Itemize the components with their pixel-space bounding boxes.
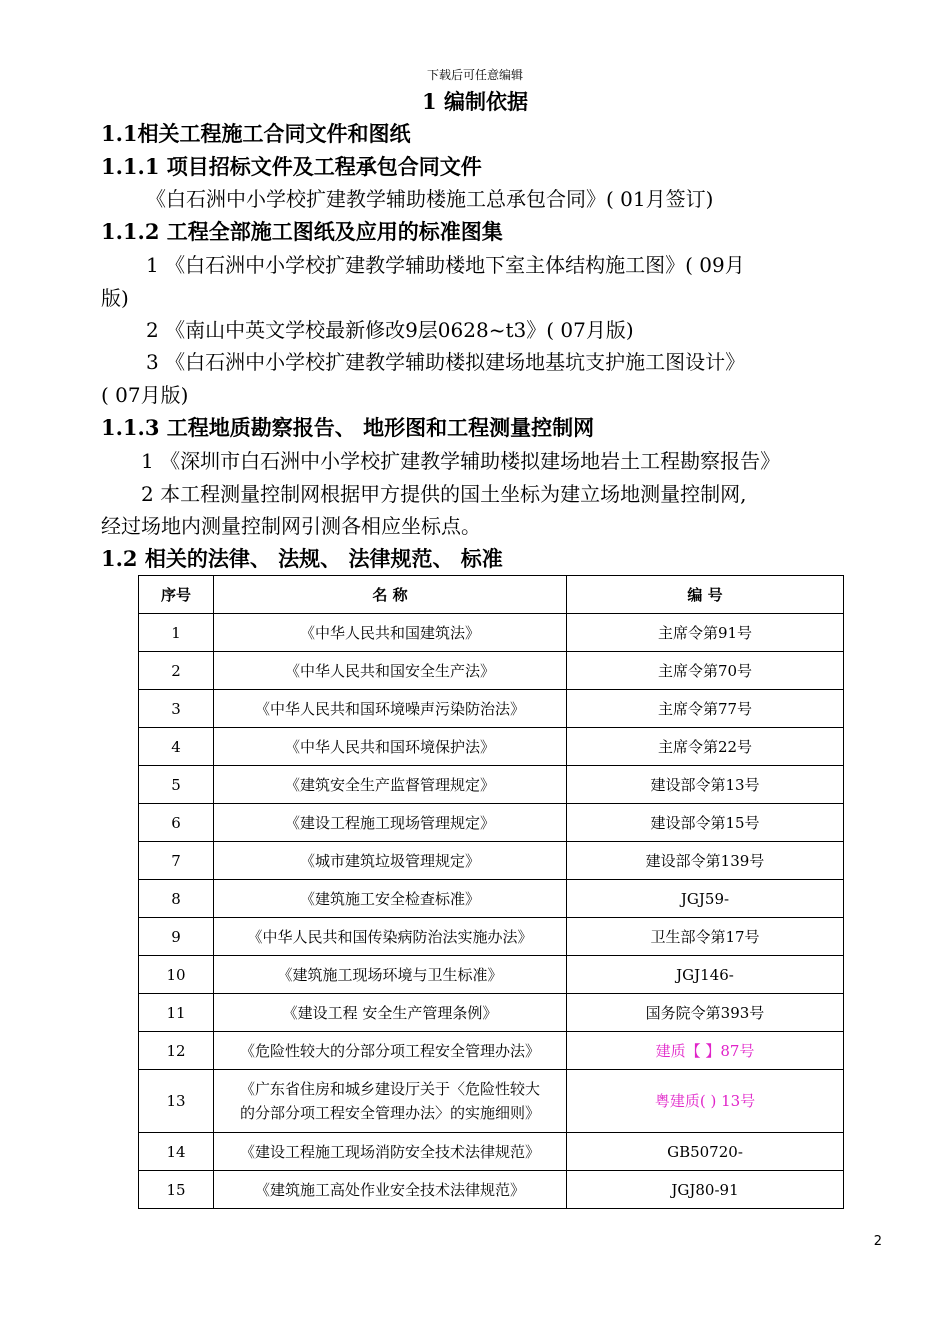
header-name: 名 称 [214, 576, 567, 614]
cell-no: 10 [139, 956, 214, 994]
header-note: 下载后可任意编辑 [426, 68, 523, 82]
cell-code: 国务院令第393号 [567, 994, 844, 1032]
cell-code-highlighted: 建质【 】87号 [567, 1032, 844, 1070]
cell-code: JGJ146- [567, 956, 844, 994]
table-row [139, 956, 844, 994]
cell-name: 《建设工程施工现场消防安全技术法律规范》 [214, 1133, 567, 1171]
cell-no: 11 [139, 994, 214, 1032]
cell-no: 3 [139, 690, 214, 728]
cell-code: 主席令第22号 [567, 728, 844, 766]
table-row [139, 918, 844, 956]
section-1-1-2-heading: 1.1.2 工程全部施工图纸及应用的标准图集 [101, 219, 503, 244]
drawing-item-1-cont: 版) [101, 286, 129, 310]
cell-name: 《城市建筑垃圾管理规定》 [214, 842, 567, 880]
table-row [139, 1032, 844, 1070]
cell-no: 13 [139, 1070, 214, 1133]
cell-name: 《中华人民共和国传染病防治法实施办法》 [214, 918, 567, 956]
survey-item-2-cont: 经过场地内测量控制网引测各相应坐标点。 [101, 514, 481, 538]
table-row [139, 842, 844, 880]
cell-no: 4 [139, 728, 214, 766]
cell-name: 《中华人民共和国安全生产法》 [214, 652, 567, 690]
cell-code: JGJ80-91 [567, 1171, 844, 1209]
table-row [139, 652, 844, 690]
cell-name: 《建设工程 安全生产管理条例》 [214, 994, 567, 1032]
section-1-2-heading: 1.2 相关的法律、 法规、 法律规范、 标准 [101, 546, 503, 571]
cell-name: 《建筑施工现场环境与卫生标准》 [214, 956, 567, 994]
cell-name: 《建筑施工高处作业安全技术法律规范》 [214, 1171, 567, 1209]
cell-name: 《建筑施工安全检查标准》 [214, 880, 567, 918]
cell-code: 主席令第77号 [567, 690, 844, 728]
regulations-table [138, 575, 844, 1209]
cell-name-line-1: 《广东省住房和城乡建设厅关于〈危险性较大 [239, 1080, 540, 1098]
cell-no: 9 [139, 918, 214, 956]
table-row [139, 728, 844, 766]
table-row [139, 1171, 844, 1209]
cell-no: 2 [139, 652, 214, 690]
table-row [139, 1070, 844, 1133]
drawing-item-3: 3 《白石洲中小学校扩建教学辅助楼拟建场地基坑支护施工图设计》 [146, 350, 746, 374]
cell-code: GB50720- [567, 1133, 844, 1171]
cell-no: 5 [139, 766, 214, 804]
cell-no: 14 [139, 1133, 214, 1171]
survey-item-1: 1 《深圳市白石洲中小学校扩建教学辅助楼拟建场地岩土工程勘察报告》 [141, 449, 781, 473]
cell-code: 主席令第70号 [567, 652, 844, 690]
table-row [139, 690, 844, 728]
table-row [139, 614, 844, 652]
cell-no: 15 [139, 1171, 214, 1209]
cell-name: 《建设工程施工现场管理规定》 [214, 804, 567, 842]
cell-name-line-2: 的分部分项工程安全管理办法〉的实施细则》 [239, 1104, 540, 1122]
cell-no: 12 [139, 1032, 214, 1070]
cell-code-highlighted: 粤建质( ) 13号 [567, 1070, 844, 1133]
cell-name: 《危险性较大的分部分项工程安全管理办法》 [214, 1032, 567, 1070]
cell-code: 主席令第91号 [567, 614, 844, 652]
cell-code: JGJ59- [567, 880, 844, 918]
drawing-item-2: 2 《南山中英文学校最新修改9层0628~t3》( 07月版) [146, 318, 634, 342]
drawing-item-1: 1 《白石洲中小学校扩建教学辅助楼地下室主体结构施工图》( 09月 [146, 253, 745, 277]
cell-name: 《中华人民共和国环境保护法》 [214, 728, 567, 766]
cell-code: 建设部令第15号 [567, 804, 844, 842]
cell-no: 8 [139, 880, 214, 918]
page-number: 2 [873, 1234, 882, 1249]
section-1-1-3-heading: 1.1.3 工程地质勘察报告、 地形图和工程测量控制网 [101, 415, 595, 440]
cell-code: 建设部令第139号 [567, 842, 844, 880]
cell-no: 1 [139, 614, 214, 652]
cell-name: 《中华人民共和国环境噪声污染防治法》 [214, 690, 567, 728]
table-row [139, 804, 844, 842]
section-1-1-1-heading: 1.1.1 项目招标文件及工程承包合同文件 [101, 154, 482, 179]
cell-no: 6 [139, 804, 214, 842]
table-header-row [139, 576, 844, 614]
cell-code: 建设部令第13号 [567, 766, 844, 804]
header-no: 序号 [139, 576, 214, 614]
table-row [139, 994, 844, 1032]
table-row [139, 1133, 844, 1171]
cell-name [214, 1070, 567, 1133]
contract-text: 《白石洲中小学校扩建教学辅助楼施工总承包合同》( 01月签订) [146, 187, 714, 211]
chapter-title: 1 编制依据 [422, 89, 528, 114]
table-row [139, 766, 844, 804]
section-1-1-heading: 1.1相关工程施工合同文件和图纸 [101, 121, 411, 146]
cell-no: 7 [139, 842, 214, 880]
cell-name: 《中华人民共和国建筑法》 [214, 614, 567, 652]
table-row [139, 880, 844, 918]
header-code: 编 号 [567, 576, 844, 614]
drawing-item-3-cont: ( 07月版) [101, 383, 189, 407]
cell-name: 《建筑安全生产监督管理规定》 [214, 766, 567, 804]
survey-item-2: 2 本工程测量控制网根据甲方提供的国土坐标为建立场地测量控制网, [141, 482, 747, 506]
cell-code: 卫生部令第17号 [567, 918, 844, 956]
